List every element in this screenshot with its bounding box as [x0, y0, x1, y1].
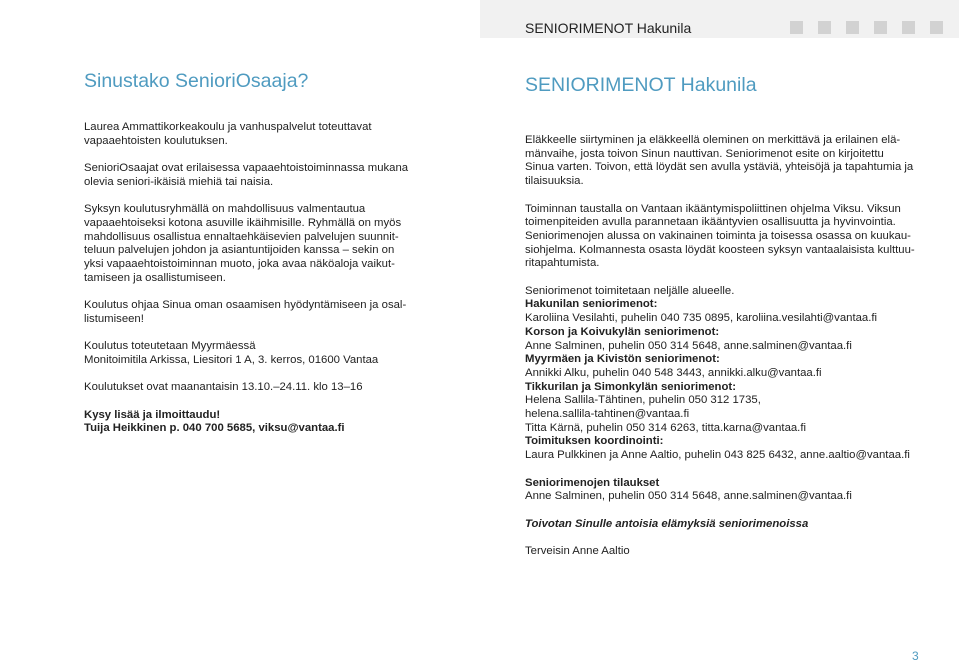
viksu-paragraph: Toiminnan taustalla on Vantaan ikääntymispoliittinen ohjelma Viksu. Viksun toimenpiteiden avulla parannetaan ikääntyvien osallisuutta ja hyvinvointia. Seniorimenojen alussa on vakinainen toiminta ja toisessa osassa on kuukau- siohjelma. Kolmannesta osasta löydät koosteen syksyn vantaalaisista kulttuu- ritapahtumista.	[525, 202, 915, 270]
area-contact: Karoliina Vesilahti, puhelin 040 735 0895, karoliina.vesilahti@vantaa.fi	[525, 312, 878, 325]
page-number: 3	[912, 649, 919, 663]
area-contact: Annikki Alku, puhelin 040 548 3443, annikki.alku@vantaa.fi	[525, 366, 822, 379]
area-contact: Anne Salminen, puhelin 050 314 5648, anne.salminen@vantaa.fi	[525, 339, 852, 352]
area-contact: Laura Pulkkinen ja Anne Aaltio, puhelin 043 825 6432, anne.aaltio@vantaa.fi	[525, 449, 910, 462]
left-heading: Sinustako SenioriOsaaja?	[84, 70, 309, 92]
retirement-paragraph: Eläkkeelle siirtyminen ja eläkkeellä oleminen on merkittävä ja erilainen elä- mänvaihe, josta toivon Sinun nauttivan. Seniorimenot esite on kirjoitettu Sinua varten. Toivon, että löydät sen avulla ystäviä, yhteisöjä ja tapahtumia ja tilaisuuksia.	[525, 134, 914, 188]
right-heading: SENIORIMENOT Hakunila	[525, 74, 757, 96]
square-icon	[818, 21, 831, 34]
greeting-text: Terveisin Anne Aaltio	[525, 545, 630, 558]
header-title: SENIORIMENOT Hakunila	[525, 20, 692, 36]
area-title: Myyrmäen ja Kivistön seniorimenot:	[525, 353, 720, 366]
right-column	[525, 134, 945, 559]
intro-paragraph: Laurea Ammattikorkeakoulu ja vanhuspalvelut toteuttavat vapaaehtoisten koulutuksen.	[84, 121, 372, 147]
area-contact: Helena Sallila-Tähtinen, puhelin 050 312 1735, helena.sallila-tahtinen@vantaa.fi Titta Kärnä, puhelin 050 314 6263, titta.karna@vantaa.fi	[525, 394, 807, 434]
guidance-paragraph: Koulutus ohjaa Sinua oman osaamisen hyödyntämiseen ja osal- listumiseen!	[84, 299, 407, 325]
area-title: Hakunilan seniorimenot:	[525, 298, 658, 311]
decorative-squares	[790, 21, 943, 34]
square-icon	[846, 21, 859, 34]
square-icon	[902, 21, 915, 34]
training-group-paragraph: Syksyn koulutusryhmällä on mahdollisuus valmentautua vapaaehtoiseksi kotona asuville ikäihmisille. Ryhmällä on myös mahdollisuus osallistua ennaltaehkäisevien palvelujen suunnit- teluun palvelujen johdon ja asiantuntijoiden kanssa – sekin on yksi vapaaehtoistoiminnan muoto, joka avaa näköaloja vaikut- tamiseen ja osallistumiseen.	[84, 203, 402, 284]
schedule-paragraph: Koulutukset ovat maanantaisin 13.10.–24.11. klo 13–16	[84, 381, 363, 394]
wish-text: Toivotan Sinulle antoisia elämyksiä seniorimenoissa	[525, 517, 809, 530]
senioriosaajat-paragraph: SenioriOsaajat ovat erilaisessa vapaaehtoistoiminnassa mukana olevia seniori-ikäisiä miehiä tai naisia.	[84, 162, 409, 188]
orders-contact: Anne Salminen, puhelin 050 314 5648, anne.salminen@vantaa.fi	[525, 490, 852, 503]
square-icon	[874, 21, 887, 34]
area-title: Korson ja Koivukylän seniorimenot:	[525, 325, 720, 338]
location-paragraph: Koulutus toteutetaan Myyrmäessä Monitoimitila Arkissa, Liesitori 1 A, 3. kerros, 01600 Vantaa	[84, 340, 379, 366]
left-column	[84, 121, 464, 436]
area-title: Tikkurilan ja Simonkylän seniorimenot:	[525, 380, 736, 393]
square-icon	[930, 21, 943, 34]
square-icon	[790, 21, 803, 34]
orders-title: Seniorimenojen tilaukset	[525, 476, 660, 489]
header-bar	[480, 0, 959, 38]
areas-intro: Seniorimenot toimitetaan neljälle alueelle.	[525, 284, 735, 297]
area-title: Toimituksen koordinointi:	[525, 435, 664, 448]
contact-paragraph: Kysy lisää ja ilmoittaudu! Tuija Heikkinen p. 040 700 5685, viksu@vantaa.fi	[84, 408, 345, 435]
